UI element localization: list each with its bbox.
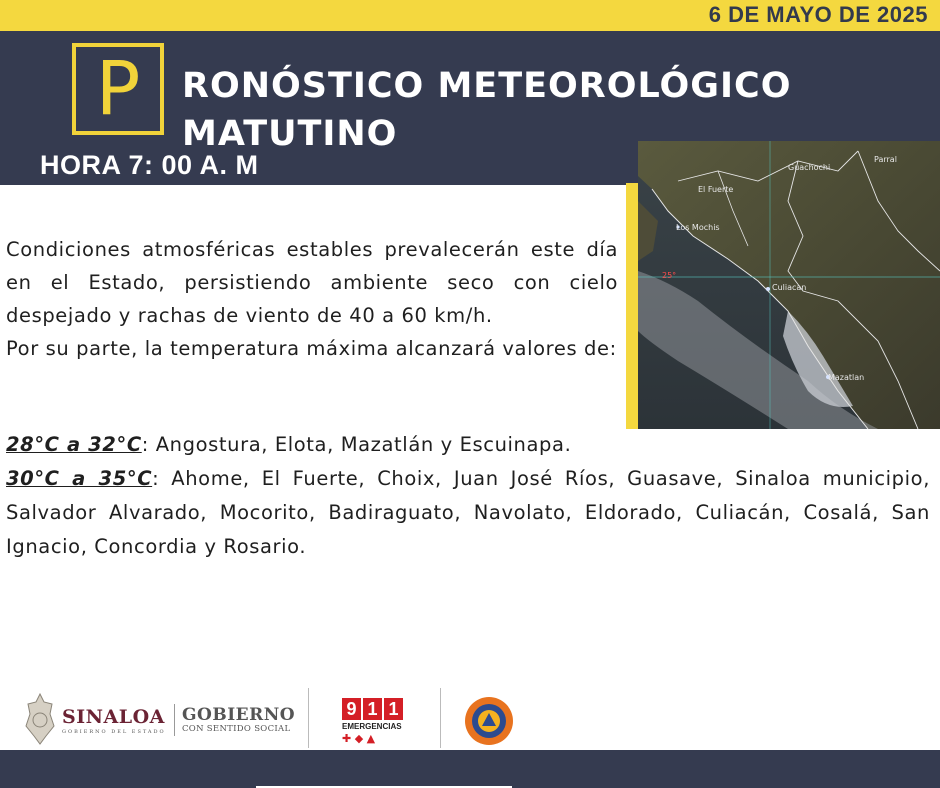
forecast-text xyxy=(6,233,618,365)
map-label-latitude: 25° xyxy=(662,271,677,280)
map-label-guachochi: Guachochi xyxy=(788,163,831,172)
e911-digit: 1 xyxy=(384,698,403,720)
top-date-strip xyxy=(0,0,940,31)
proteccion-civil-badge-icon xyxy=(464,696,514,746)
logo-separator xyxy=(440,688,441,748)
map-label-parral: Parral xyxy=(874,155,897,164)
temperature-range-item xyxy=(6,462,930,564)
temperature-range-item xyxy=(6,428,930,462)
e911-digit: 1 xyxy=(363,698,382,720)
gobierno-logo-subtext: CON SENTIDO SOCIAL xyxy=(182,724,291,734)
logo-divider xyxy=(174,704,175,736)
temperature-range-label: 28°C a 32°C xyxy=(6,433,142,456)
forecast-paragraph-2: Por su parte, la temperatura máxima alcanzará valores de: xyxy=(6,337,617,360)
temperature-range-label: 30°C a 35°C xyxy=(6,467,153,490)
map-accent-bar xyxy=(626,183,638,429)
title-initial-box: P xyxy=(72,43,164,135)
forecast-paragraph-1: Condiciones atmosféricas estables prevalecerán este día en el Estado, persistiendo ambiente seco con cielo despejado y rachas de viento de 40 a 60 km/h. xyxy=(6,238,618,327)
map-label-culiacan: Culiacan xyxy=(772,283,807,292)
logo-separator xyxy=(308,688,309,748)
report-date: 6 DE MAYO DE 2025 xyxy=(708,2,928,27)
map-label-los-mochis: Los Mochis xyxy=(676,223,720,232)
emergency-icons: ✚ ◆ ▲ xyxy=(342,732,376,745)
e911-text: EMERGENCIAS xyxy=(342,722,402,731)
sinaloa-seal-icon xyxy=(24,692,56,746)
report-time: HORA 7: 00 A. M xyxy=(40,150,259,180)
logos-bar xyxy=(22,688,542,750)
emergencias-911-logo xyxy=(342,698,406,744)
title-line-2: MATUTINO xyxy=(182,114,398,154)
satellite-map xyxy=(638,141,940,429)
sinaloa-logo-subtext: GOBIERNO DEL ESTADO xyxy=(62,729,166,735)
gobierno-logo-text: GOBIERNO xyxy=(182,705,296,725)
footer-bar xyxy=(0,750,940,788)
e911-digit: 9 xyxy=(342,698,361,720)
title-line-1: RONÓSTICO METEOROLÓGICO xyxy=(182,66,792,106)
sinaloa-logo-text: SINALOA xyxy=(62,706,165,728)
temperature-range-places: : Ahome, El Fuerte, Choix, Juan José Ríos, Guasave, Sinaloa municipio, Salvador Alvarado, Mocorito, Badiraguato, Navolato, Eldorado, Culiacán, Cosalá, San Ignacio, Concordia y Rosario. xyxy=(6,467,930,558)
temperature-ranges xyxy=(6,428,930,564)
map-label-mazatlan: Mazatlan xyxy=(828,373,865,382)
temperature-range-places: : Angostura, Elota, Mazatlán y Escuinapa. xyxy=(141,433,572,456)
map-label-el-fuerte: El Fuerte xyxy=(698,185,734,194)
